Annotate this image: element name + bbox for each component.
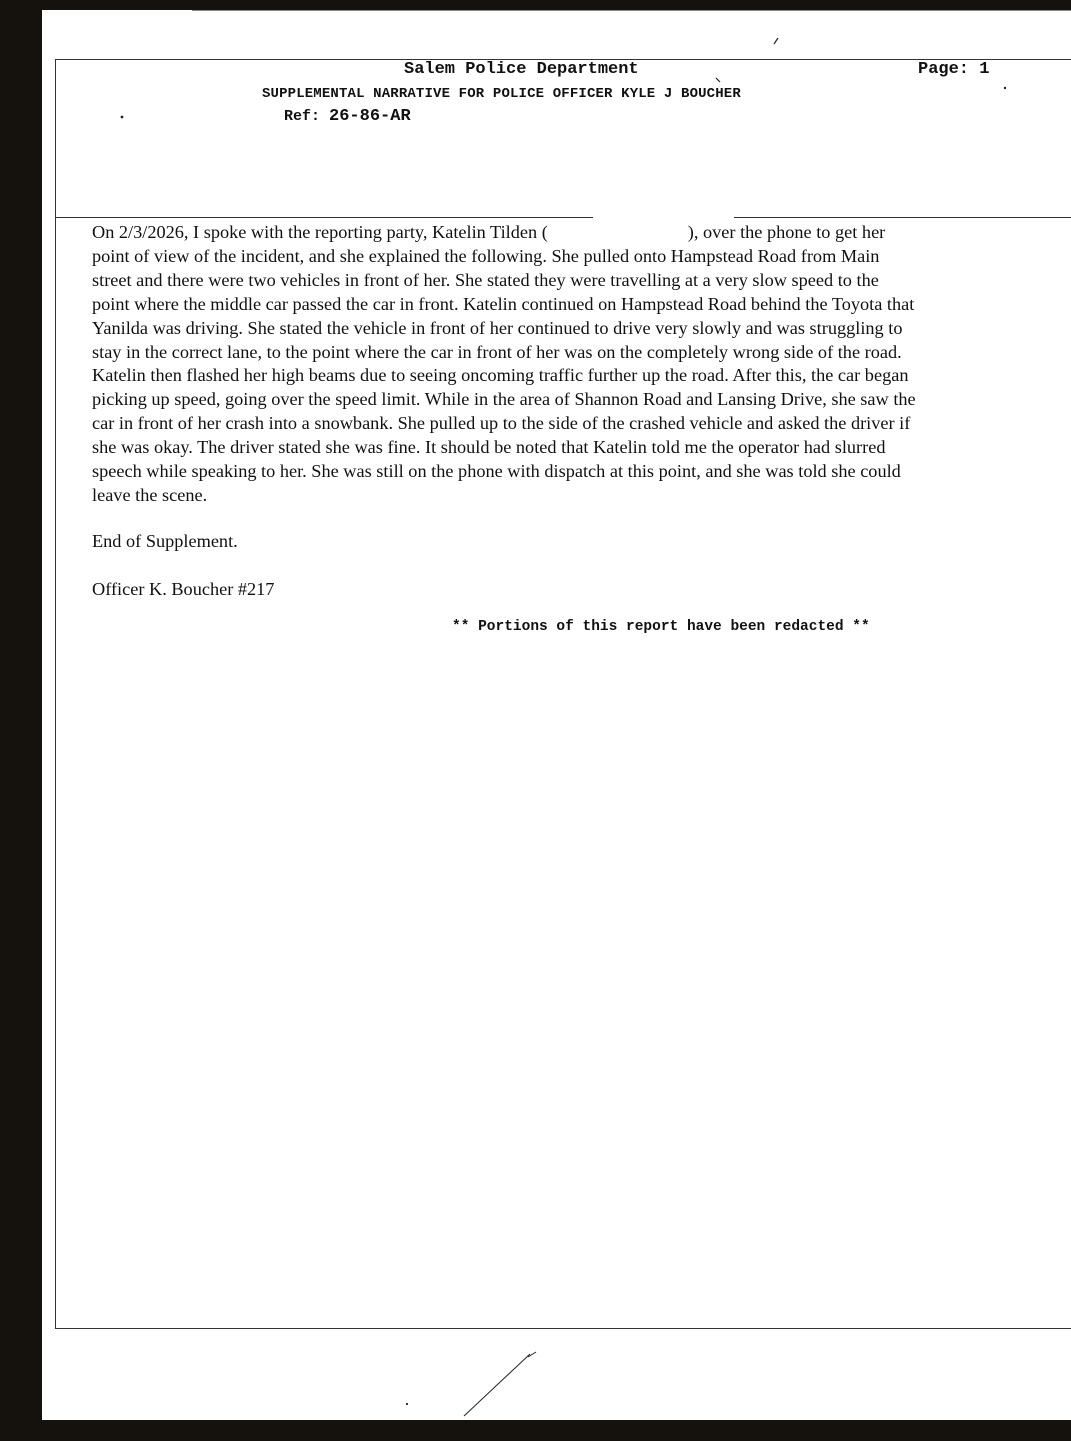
narrative-line: car in front of her crash into a snowbank. She pulled up to the side of the crashed vehicle and asked the driver if: [92, 413, 911, 434]
ref-label: Ref:: [284, 108, 321, 125]
report-page: [42, 10, 1071, 1420]
narrative-line: Katelin then flashed her high beams due to seeing oncoming traffic further up the road. After this, the car began: [92, 365, 909, 386]
scan-artifact-marks: [42, 10, 1071, 1420]
department-name: Salem Police Department: [404, 60, 639, 79]
narrative-line: point where the middle car passed the car in front. Katelin continued on Hampstead Road behind the Toyota that: [92, 293, 915, 314]
narrative-line: On 2/3/2026, I spoke with the reporting party, Katelin Tilden ( ), over the phone to get her: [92, 222, 886, 242]
ref-number: 26-86-AR: [329, 107, 411, 126]
redaction-notice: ** Portions of this report have been redacted **: [452, 619, 870, 635]
narrative-line: point of view of the incident, and she explained the following. She pulled onto Hampstead Road from Main: [92, 245, 880, 266]
narrative-line: picking up speed, going over the speed limit. While in the area of Shannon Road and Lansing Drive, she saw the: [92, 389, 916, 410]
officer-signature: Officer K. Boucher #217: [92, 579, 275, 599]
page-number: Page: 1: [918, 60, 990, 79]
narrative-line: leave the scene.: [92, 484, 208, 505]
narrative-line: she was okay. The driver stated she was fine. It should be noted that Katelin told me the operator had slurred: [92, 437, 886, 458]
narrative-line: street and there were two vehicles in front of her. She stated they were travelling at a very slow speed to the: [92, 269, 879, 290]
narrative-line: Yanilda was driving. She stated the vehicle in front of her continued to drive very slowly and was struggling to: [92, 317, 903, 338]
end-of-supplement: End of Supplement.: [92, 531, 238, 551]
narrative-line: stay in the correct lane, to the point where the car in front of her was on the completely wrong side of the road.: [92, 341, 902, 362]
report-subtitle: SUPPLEMENTAL NARRATIVE FOR POLICE OFFICER KYLE J BOUCHER: [262, 86, 741, 102]
narrative-line: speech while speaking to her. She was still on the phone with dispatch at this point, and she was told she could: [92, 461, 901, 482]
